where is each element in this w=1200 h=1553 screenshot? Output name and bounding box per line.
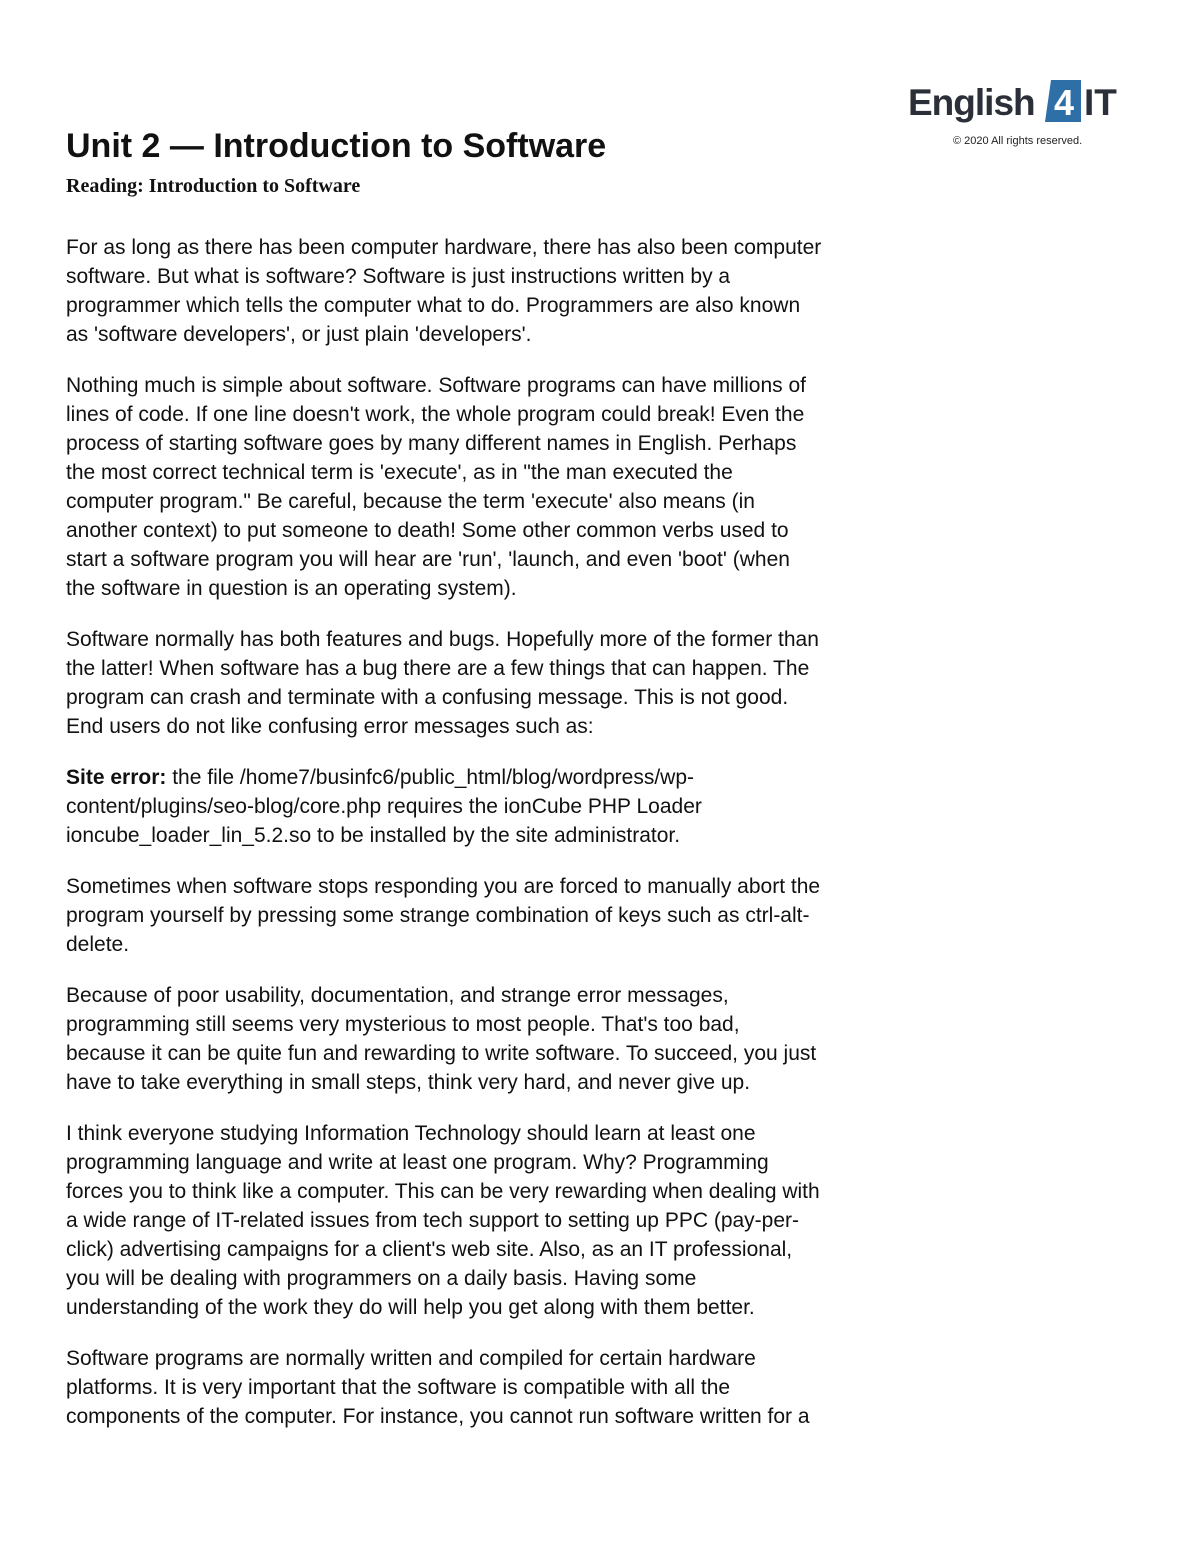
text-line: delete. <box>66 933 130 956</box>
text-line: programming still seems very mysterious to most people. That's too bad, <box>66 1013 740 1036</box>
text-line: as 'software developers', or just plain 'developers'. <box>66 323 532 346</box>
copyright-notice: © 2020 All rights reserved. <box>953 135 1083 147</box>
error-label: Site error: <box>66 766 167 789</box>
text-line: process of starting software goes by many different names in English. Perhaps <box>66 432 797 455</box>
text-line: you will be dealing with programmers on a daily basis. Having some <box>66 1267 697 1290</box>
text-line: have to take everything in small steps, think very hard, and never give up. <box>66 1071 751 1094</box>
text-line: the latter! When software has a bug there are a few things that can happen. The <box>66 657 810 680</box>
english4it-logo <box>908 78 1118 128</box>
text-line: Software programs are normally written and compiled for certain hardware <box>66 1347 756 1370</box>
text-line: For as long as there has been computer hardware, there has also been computer <box>66 236 822 259</box>
text-line: forces you to think like a computer. This can be very rewarding when dealing with <box>66 1180 820 1203</box>
paragraph-learn-programming <box>66 1119 926 1322</box>
text-line: Nothing much is simple about software. Software programs can have millions of <box>66 374 807 397</box>
paragraph-site-error <box>66 763 926 850</box>
text-line: program can crash and terminate with a confusing message. This is not good. <box>66 686 789 709</box>
text-line: Software normally has both features and bugs. Hopefully more of the former than <box>66 628 819 651</box>
reading-subtitle: Reading: Introduction to Software <box>66 175 361 197</box>
text-line: ioncube_loader_lin_5.2.so to be installed by the site administrator. <box>66 824 681 847</box>
text-line: Sometimes when software stops responding you are forced to manually abort the <box>66 875 821 898</box>
reading-body <box>66 233 926 1453</box>
text-line: programming language and write at least one program. Why? Programming <box>66 1151 769 1174</box>
logo-4-mark <box>1043 78 1083 124</box>
text-line: understanding of the work they do will help you get along with them better. <box>66 1296 755 1319</box>
paragraph-abort <box>66 872 926 959</box>
text-line <box>66 763 926 792</box>
text-line: because it can be quite fun and rewarding to write software. To succeed, you just <box>66 1042 817 1065</box>
text-line: Because of poor usability, documentation, and strange error messages, <box>66 984 729 1007</box>
text-line: programmer which tells the computer what to do. Programmers are also known <box>66 294 801 317</box>
text-line: lines of code. If one line doesn't work, the whole program could break! Even the <box>66 403 805 426</box>
logo-text: English <box>908 82 1035 123</box>
text-line: End users do not like confusing error messages such as: <box>66 715 594 738</box>
text-line: the most correct technical term is 'execute', as in "the man executed the <box>66 461 733 484</box>
text-line: platforms. It is very important that the software is compatible with all the <box>66 1376 731 1399</box>
paragraph-bugs <box>66 625 926 741</box>
text-line: another context) to put someone to death! Some other common verbs used to <box>66 519 789 542</box>
text-line: components of the computer. For instance, you cannot run software written for a <box>66 1405 810 1428</box>
text-line: program yourself by pressing some strange combination of keys such as ctrl-alt- <box>66 904 810 927</box>
text-line: computer program." Be careful, because the term 'execute' also means (in <box>66 490 755 513</box>
text-line: click) advertising campaigns for a client's web site. Also, as an IT professional, <box>66 1238 793 1261</box>
text-line: content/plugins/seo-blog/core.php requires the ionCube PHP Loader <box>66 795 702 818</box>
text-line: I think everyone studying Information Technology should learn at least one <box>66 1122 756 1145</box>
paragraph-intro <box>66 233 926 349</box>
paragraph-platforms <box>66 1344 926 1431</box>
error-text: the file /home7/businfc6/public_html/blog/wordpress/wp- <box>172 766 694 789</box>
paragraph-execute <box>66 371 926 603</box>
text-line: a wide range of IT-related issues from tech support to setting up PPC (pay-per- <box>66 1209 800 1232</box>
logo-number: 4 <box>1053 82 1075 123</box>
text-line: the software in question is an operating system). <box>66 577 517 600</box>
page-title: Unit 2 — Introduction to Software <box>66 127 607 165</box>
text-line: start a software program you will hear are 'run', 'launch, and even 'boot' (when <box>66 548 790 571</box>
paragraph-usability <box>66 981 926 1097</box>
text-line: software. But what is software? Software is just instructions written by a <box>66 265 731 288</box>
logo-suffix: IT <box>1084 82 1117 123</box>
